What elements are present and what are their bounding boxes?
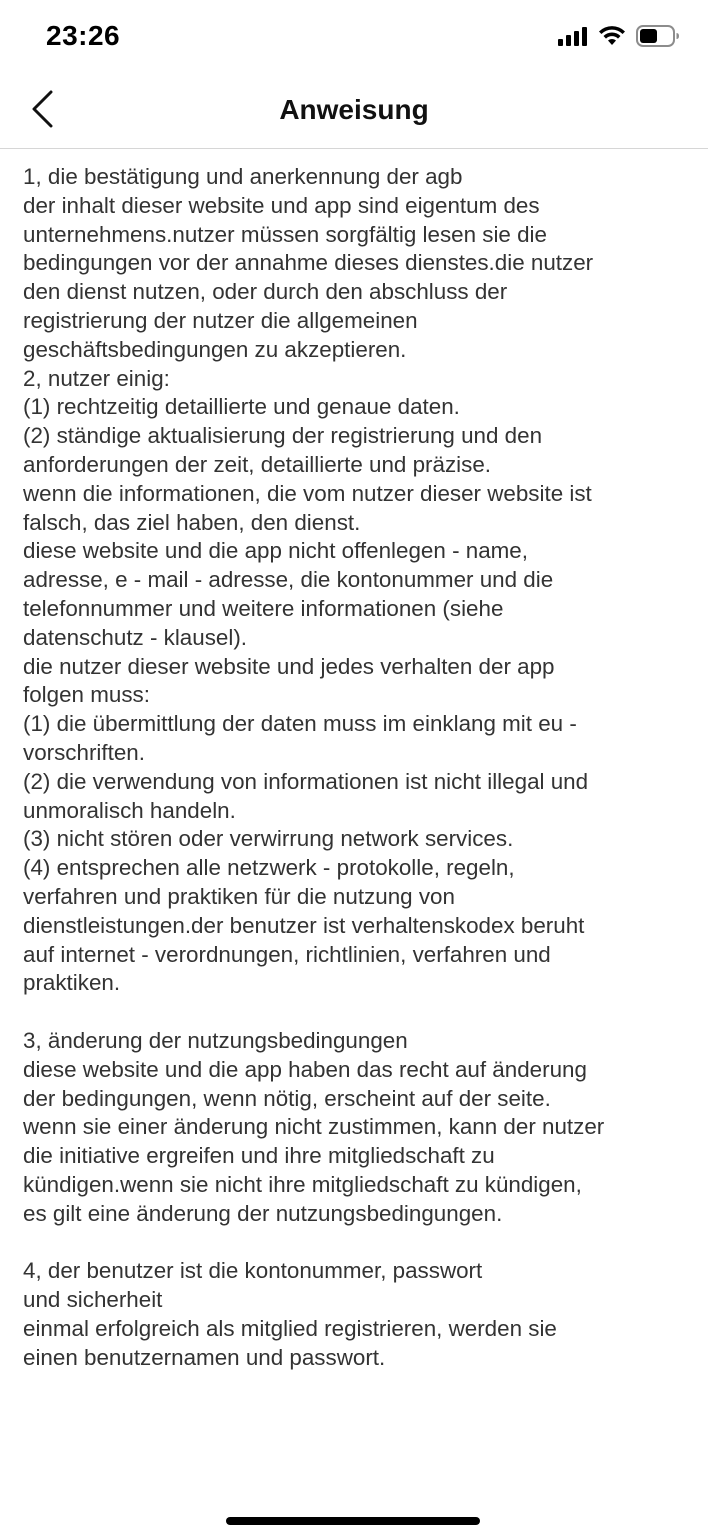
wifi-icon <box>598 25 626 52</box>
text-line: 1, die bestätigung und anerkennung der agb <box>23 164 463 189</box>
text-line: (2) die verwendung von informationen ist nicht illegal und <box>23 768 589 794</box>
text-line: praktiken. <box>23 970 121 996</box>
status-time: 23:26 <box>46 20 121 51</box>
text-line: diese website und die app haben das recht auf änderung <box>23 1056 587 1082</box>
text-line: und sicherheit <box>23 1287 163 1313</box>
text-line: datenschutz - klausel). <box>23 624 248 650</box>
text-line: vorschriften. <box>23 739 145 765</box>
text-line <box>23 1228 688 1257</box>
text-line: einmal erfolgreich als mitglied registrieren, werden sie <box>23 1315 557 1341</box>
text-line: kündigen.wenn sie nicht ihre mitgliedschaft zu kündigen, <box>23 1171 582 1197</box>
text-line: folgen muss: <box>23 682 150 708</box>
terms-text <box>23 163 688 1372</box>
text-line: 4, der benutzer ist die kontonummer, passwort <box>23 1258 483 1284</box>
text-line: (1) die übermittlung der daten muss im einklang mit eu - <box>23 711 577 737</box>
text-line: anforderungen der zeit, detaillierte und präzise. <box>23 451 492 477</box>
text-line: der inhalt dieser website und app sind eigentum des <box>23 192 540 218</box>
text-line: bedingungen vor der annahme dieses dienstes.die nutzer <box>23 250 594 276</box>
text-line: 3, änderung der nutzungsbedingungen <box>23 1027 408 1053</box>
text-line: geschäftsbedingungen zu akzeptieren. <box>23 336 407 362</box>
text-line: die nutzer dieser website und jedes verhalten der app <box>23 653 555 679</box>
text-line: (1) rechtzeitig detaillierte und genaue daten. <box>23 394 460 420</box>
text-line: es gilt eine änderung der nutzungsbedingungen. <box>23 1200 503 1226</box>
text-line: telefonnummer und weitere informationen (siehe <box>23 595 504 621</box>
text-line: unmoralisch handeln. <box>23 797 236 823</box>
text-line: registrierung der nutzer die allgemeinen <box>23 307 418 333</box>
text-line: (2) ständige aktualisierung der registrierung und den <box>23 423 543 449</box>
text-line: den dienst nutzen, oder durch den abschluss der <box>23 279 508 305</box>
text-line: der bedingungen, wenn nötig, erscheint auf der seite. <box>23 1085 551 1111</box>
text-line: wenn die informationen, die vom nutzer dieser website ist <box>23 480 592 506</box>
text-line: (4) entsprechen alle netzwerk - protokolle, regeln, <box>23 855 515 881</box>
text-line: wenn sie einer änderung nicht zustimmen, kann der nutzer <box>23 1114 605 1140</box>
page-title: Anweisung <box>279 94 429 125</box>
text-line: unternehmens.nutzer müssen sorgfältig lesen sie die <box>23 221 547 247</box>
text-line: auf internet - verordnungen, richtlinien, verfahren und <box>23 941 551 967</box>
text-line <box>23 998 688 1027</box>
text-line: einen benutzernamen und passwort. <box>23 1344 386 1370</box>
text-line: 2, nutzer einig: <box>23 365 170 391</box>
text-line: verfahren und praktiken für die nutzung von <box>23 883 455 909</box>
cellular-signal-icon <box>558 26 588 51</box>
text-line: diese website und die app nicht offenlegen - name, <box>23 538 528 564</box>
text-line: dienstleistungen.der benutzer ist verhaltenskodex beruht <box>23 912 585 938</box>
text-line: falsch, das ziel haben, den dienst. <box>23 509 361 535</box>
battery-icon <box>636 25 680 52</box>
home-indicator <box>226 1517 480 1525</box>
text-line: die initiative ergreifen und ihre mitgliedschaft zu <box>23 1143 495 1169</box>
status-icons <box>558 24 680 52</box>
nav-bar <box>0 76 708 149</box>
status-bar <box>0 0 708 76</box>
text-line: adresse, e - mail - adresse, die kontonummer und die <box>23 567 554 593</box>
text-line: (3) nicht stören oder verwirrung network services. <box>23 826 514 852</box>
